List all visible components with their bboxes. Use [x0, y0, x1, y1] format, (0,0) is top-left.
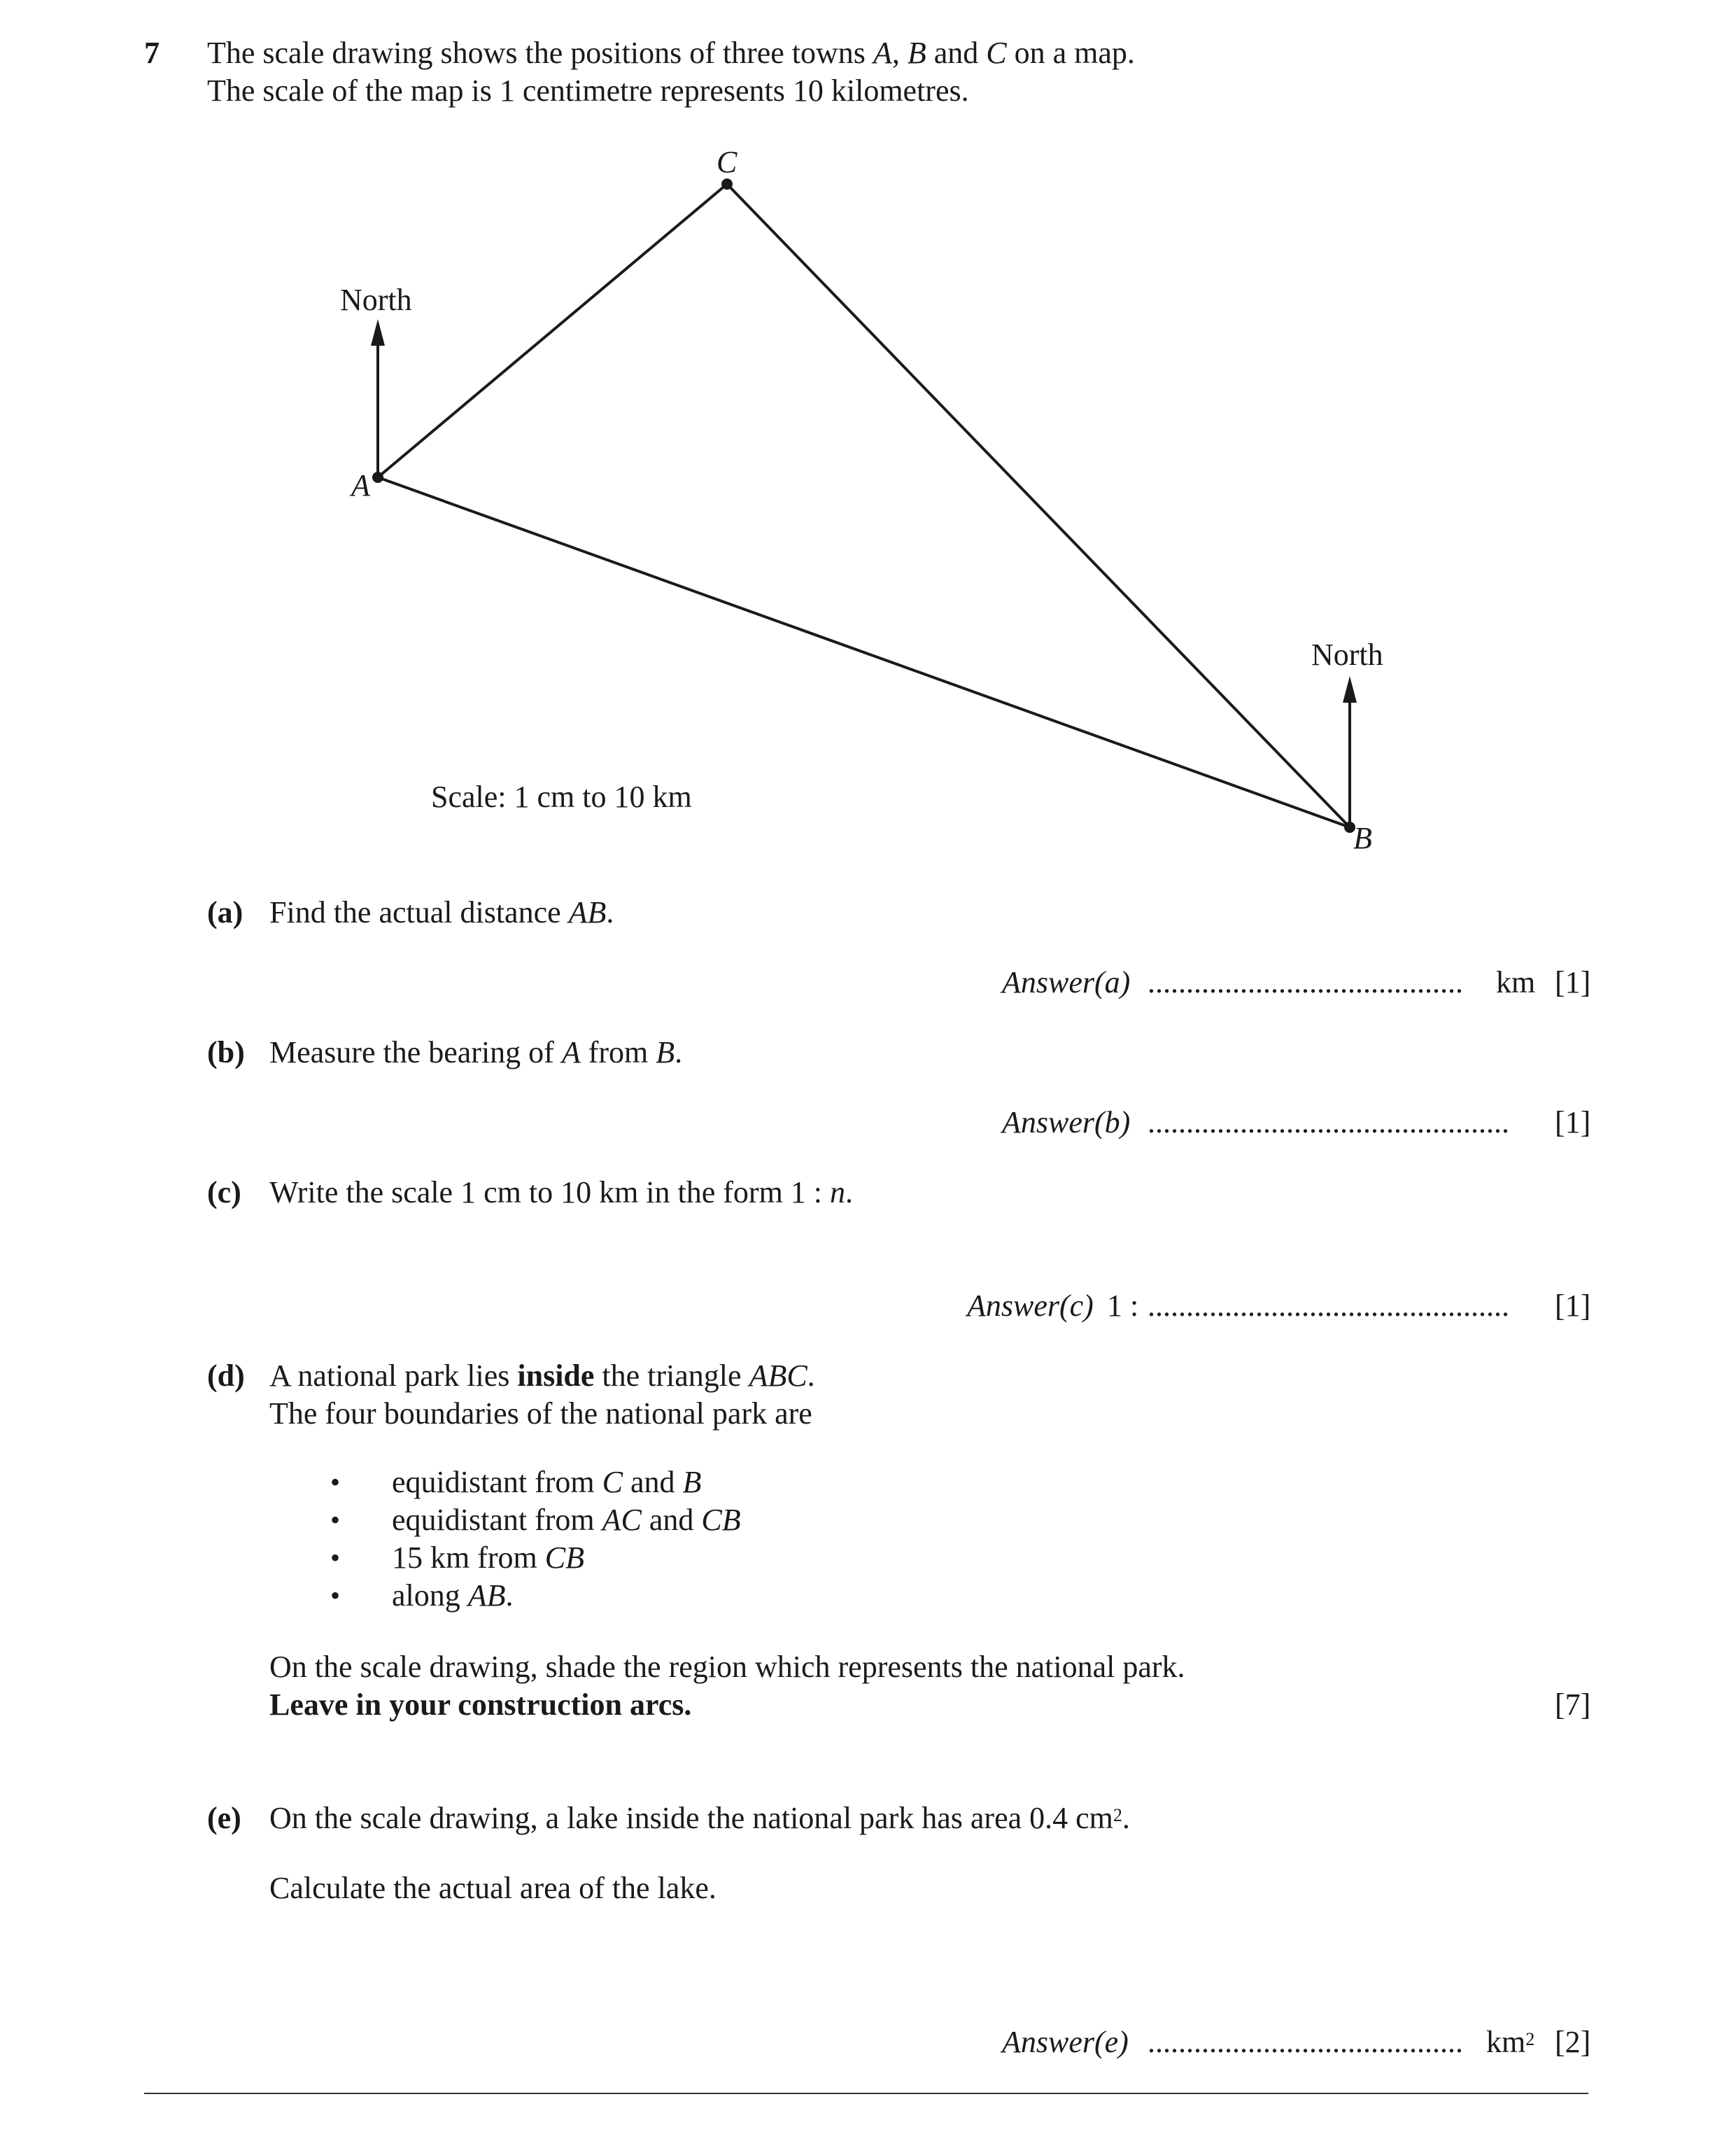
intro-line-2: The scale of the map is 1 centimetre represents 10 kilometres.: [207, 73, 969, 108]
var-a: A: [873, 36, 892, 70]
bullet-1-mid: and: [622, 1465, 683, 1499]
north-arrow-a-head: [371, 319, 385, 346]
var-ab: AB: [467, 1578, 506, 1613]
part-d-mid: the triangle: [594, 1359, 749, 1393]
side-ac: [378, 184, 727, 477]
answer-b-field[interactable]: ...............................................: [1148, 1105, 1509, 1139]
var-abc: ABC: [749, 1359, 807, 1393]
part-d-bold: inside: [517, 1359, 595, 1393]
answer-a-marks: [1]: [1555, 965, 1591, 999]
answer-a-field[interactable]: .........................................: [1148, 965, 1463, 999]
answer-c-field[interactable]: ...............................................: [1148, 1289, 1509, 1323]
part-d-instruction-bold: Leave in your construction arcs.: [269, 1687, 692, 1722]
part-c-post: .: [845, 1175, 854, 1209]
var-cb: CB: [544, 1540, 584, 1575]
var-cb: CB: [701, 1503, 741, 1537]
answer-b-marks: [1]: [1555, 1105, 1591, 1139]
answer-e-unit-sup: 2: [1525, 2029, 1535, 2049]
bullet-2: [392, 1502, 741, 1538]
part-e-label: (e): [207, 1801, 241, 1835]
answer-e-marks: [2]: [1555, 2025, 1591, 2059]
bullet-3-pre: 15 km from: [392, 1540, 545, 1575]
part-a-text: [269, 894, 614, 931]
label-a: A: [351, 468, 370, 503]
part-c-pre: Write the scale 1 cm to 10 km in the form 1 :: [269, 1175, 831, 1209]
bullet-4: [392, 1578, 514, 1614]
north-arrow-b-head: [1343, 676, 1357, 703]
side-ab: [378, 477, 1350, 827]
scale-text: Scale: 1 cm to 10 km: [431, 780, 692, 814]
answer-c-marks: [1]: [1555, 1289, 1591, 1323]
question-number: 7: [144, 36, 160, 70]
bullet-2-dot: •: [330, 1504, 341, 1536]
label-c: C: [717, 145, 738, 179]
answer-c-prefix: 1 :: [1107, 1289, 1139, 1323]
part-a-label: (a): [207, 895, 244, 929]
answer-e-field[interactable]: .........................................: [1148, 2025, 1463, 2059]
answer-e-unit-text: km: [1486, 2025, 1526, 2059]
north-label-a: North: [340, 283, 412, 317]
bullet-3-dot: •: [330, 1542, 341, 1573]
label-b: B: [1353, 821, 1372, 855]
part-e-sup: 2: [1113, 1805, 1122, 1825]
intro-and: and: [926, 36, 987, 70]
part-e-line2: Calculate the actual area of the lake.: [269, 1871, 717, 1905]
var-c: C: [602, 1465, 623, 1499]
part-e-pre: On the scale drawing, a lake inside the national park has area 0.4 cm: [269, 1801, 1113, 1835]
part-c-label: (c): [207, 1175, 241, 1209]
bullet-4-dot: •: [330, 1580, 341, 1611]
side-cb: [727, 184, 1350, 827]
bullet-4-pre: along: [392, 1578, 468, 1613]
part-a-pre: Find the actual distance: [269, 895, 569, 929]
bullet-2-mid: and: [641, 1503, 702, 1537]
answer-e-label: Answer(e): [1002, 2025, 1129, 2059]
part-b-label: (b): [207, 1035, 245, 1069]
scale-drawing: [0, 0, 1736, 882]
part-d-line2: The four boundaries of the national park are: [269, 1396, 812, 1431]
intro-text: The scale drawing shows the positions of three towns: [207, 36, 873, 70]
bottom-rule: [144, 2093, 1588, 2094]
part-b-pre: Measure the bearing of: [269, 1035, 562, 1069]
var-ac: AC: [602, 1503, 642, 1537]
part-d-label: (d): [207, 1359, 245, 1393]
north-label-b: North: [1311, 638, 1383, 672]
part-d-marks: [7]: [1555, 1687, 1591, 1722]
answer-c-label: Answer(c): [967, 1289, 1094, 1323]
part-e-post: .: [1122, 1801, 1130, 1835]
answer-a-unit: km: [1496, 965, 1536, 999]
intro-post: on a map.: [1006, 36, 1135, 70]
bullet-2-pre: equidistant from: [392, 1503, 602, 1537]
part-b-post: .: [675, 1035, 683, 1069]
part-b-text: [269, 1034, 682, 1071]
part-d-post: .: [807, 1359, 815, 1393]
part-d-pre: A national park lies: [269, 1359, 518, 1393]
part-b-mid: from: [580, 1035, 656, 1069]
bullet-1: [392, 1464, 701, 1501]
part-c-text: [269, 1174, 853, 1211]
var-c: C: [986, 36, 1007, 70]
bullet-1-dot: •: [330, 1466, 341, 1498]
bullet-4-post: .: [505, 1578, 514, 1613]
part-e-line1: [269, 1800, 1130, 1837]
var-a: A: [561, 1035, 581, 1069]
answer-e-unit: [1486, 2024, 1534, 2061]
answer-a-label: Answer(a): [1002, 965, 1131, 999]
var-b: B: [907, 36, 926, 70]
bullet-1-pre: equidistant from: [392, 1465, 602, 1499]
intro-comma: ,: [891, 36, 908, 70]
var-b: B: [682, 1465, 702, 1499]
var-n: n: [830, 1175, 846, 1209]
part-d-instruction: On the scale drawing, shade the region which represents the national park.: [269, 1650, 1185, 1684]
var-b: B: [656, 1035, 675, 1069]
bullet-3: [392, 1540, 584, 1576]
part-a-post: .: [606, 895, 614, 929]
answer-b-label: Answer(b): [1002, 1105, 1131, 1139]
part-d-line1: [269, 1358, 815, 1394]
var-ab: AB: [568, 895, 607, 929]
